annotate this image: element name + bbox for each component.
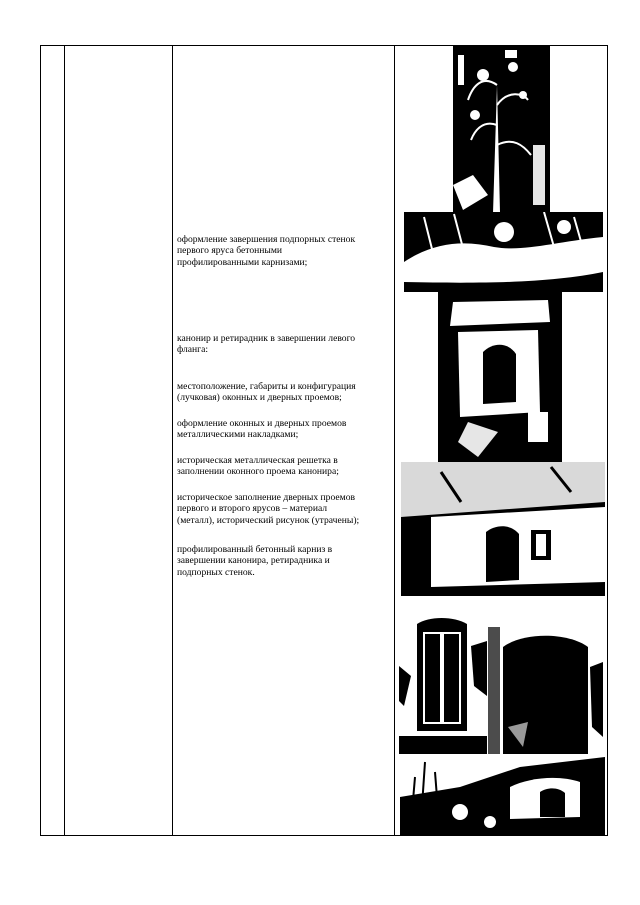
photo-retirade-window (438, 292, 562, 462)
text-line: канонир и ретирадник в завершении левого (177, 333, 356, 344)
photo-ruin-bottom (400, 757, 605, 836)
text-line: подпорных стенок. (177, 566, 255, 578)
text-line: первого яруса бетонными (177, 245, 283, 257)
paragraph-window-grille (177, 455, 339, 478)
paragraph-cornices (177, 234, 355, 268)
text-line: (металл), исторический рисунок (утрачены); (177, 514, 360, 526)
text-line: фланга: (177, 344, 209, 356)
text-line: историческая металлическая решетка в (177, 455, 338, 466)
column-divider-3 (394, 46, 395, 835)
photo-kanonir-facade (401, 462, 605, 596)
text-line: завершении канонира, ретирадника и (177, 555, 330, 567)
paragraph-metal-plates (177, 418, 346, 441)
text-line: профилированный бетонный карниз в (177, 544, 333, 555)
column-divider-2 (172, 46, 173, 835)
paragraph-kanonir-heading (177, 333, 355, 356)
photo-door-opening (399, 606, 487, 754)
column-divider-1 (64, 46, 65, 835)
text-line: историческое заполнение дверных проемов (177, 492, 356, 503)
paragraph-openings-location (177, 381, 356, 404)
text-line: оформление оконных и дверных проемов (177, 418, 347, 429)
photo-wall-top (404, 212, 603, 292)
text-line: заполнении оконного проема канонира; (177, 466, 339, 478)
paragraph-concrete-cornice (177, 544, 332, 578)
photo-arch-opening (488, 627, 603, 754)
text-line: местоположение, габариты и конфигурация (177, 381, 356, 392)
paragraph-door-fill (177, 492, 359, 526)
photo-tree-wall (453, 45, 550, 213)
text-line: первого и второго ярусов – материал (177, 503, 328, 515)
text-line: металлическими накладками; (177, 429, 299, 441)
text-line: профилированными карнизами; (177, 256, 308, 268)
text-line: (лучковая) оконных и дверных проемов; (177, 392, 342, 404)
text-line: оформление завершения подпорных стенок (177, 234, 356, 245)
